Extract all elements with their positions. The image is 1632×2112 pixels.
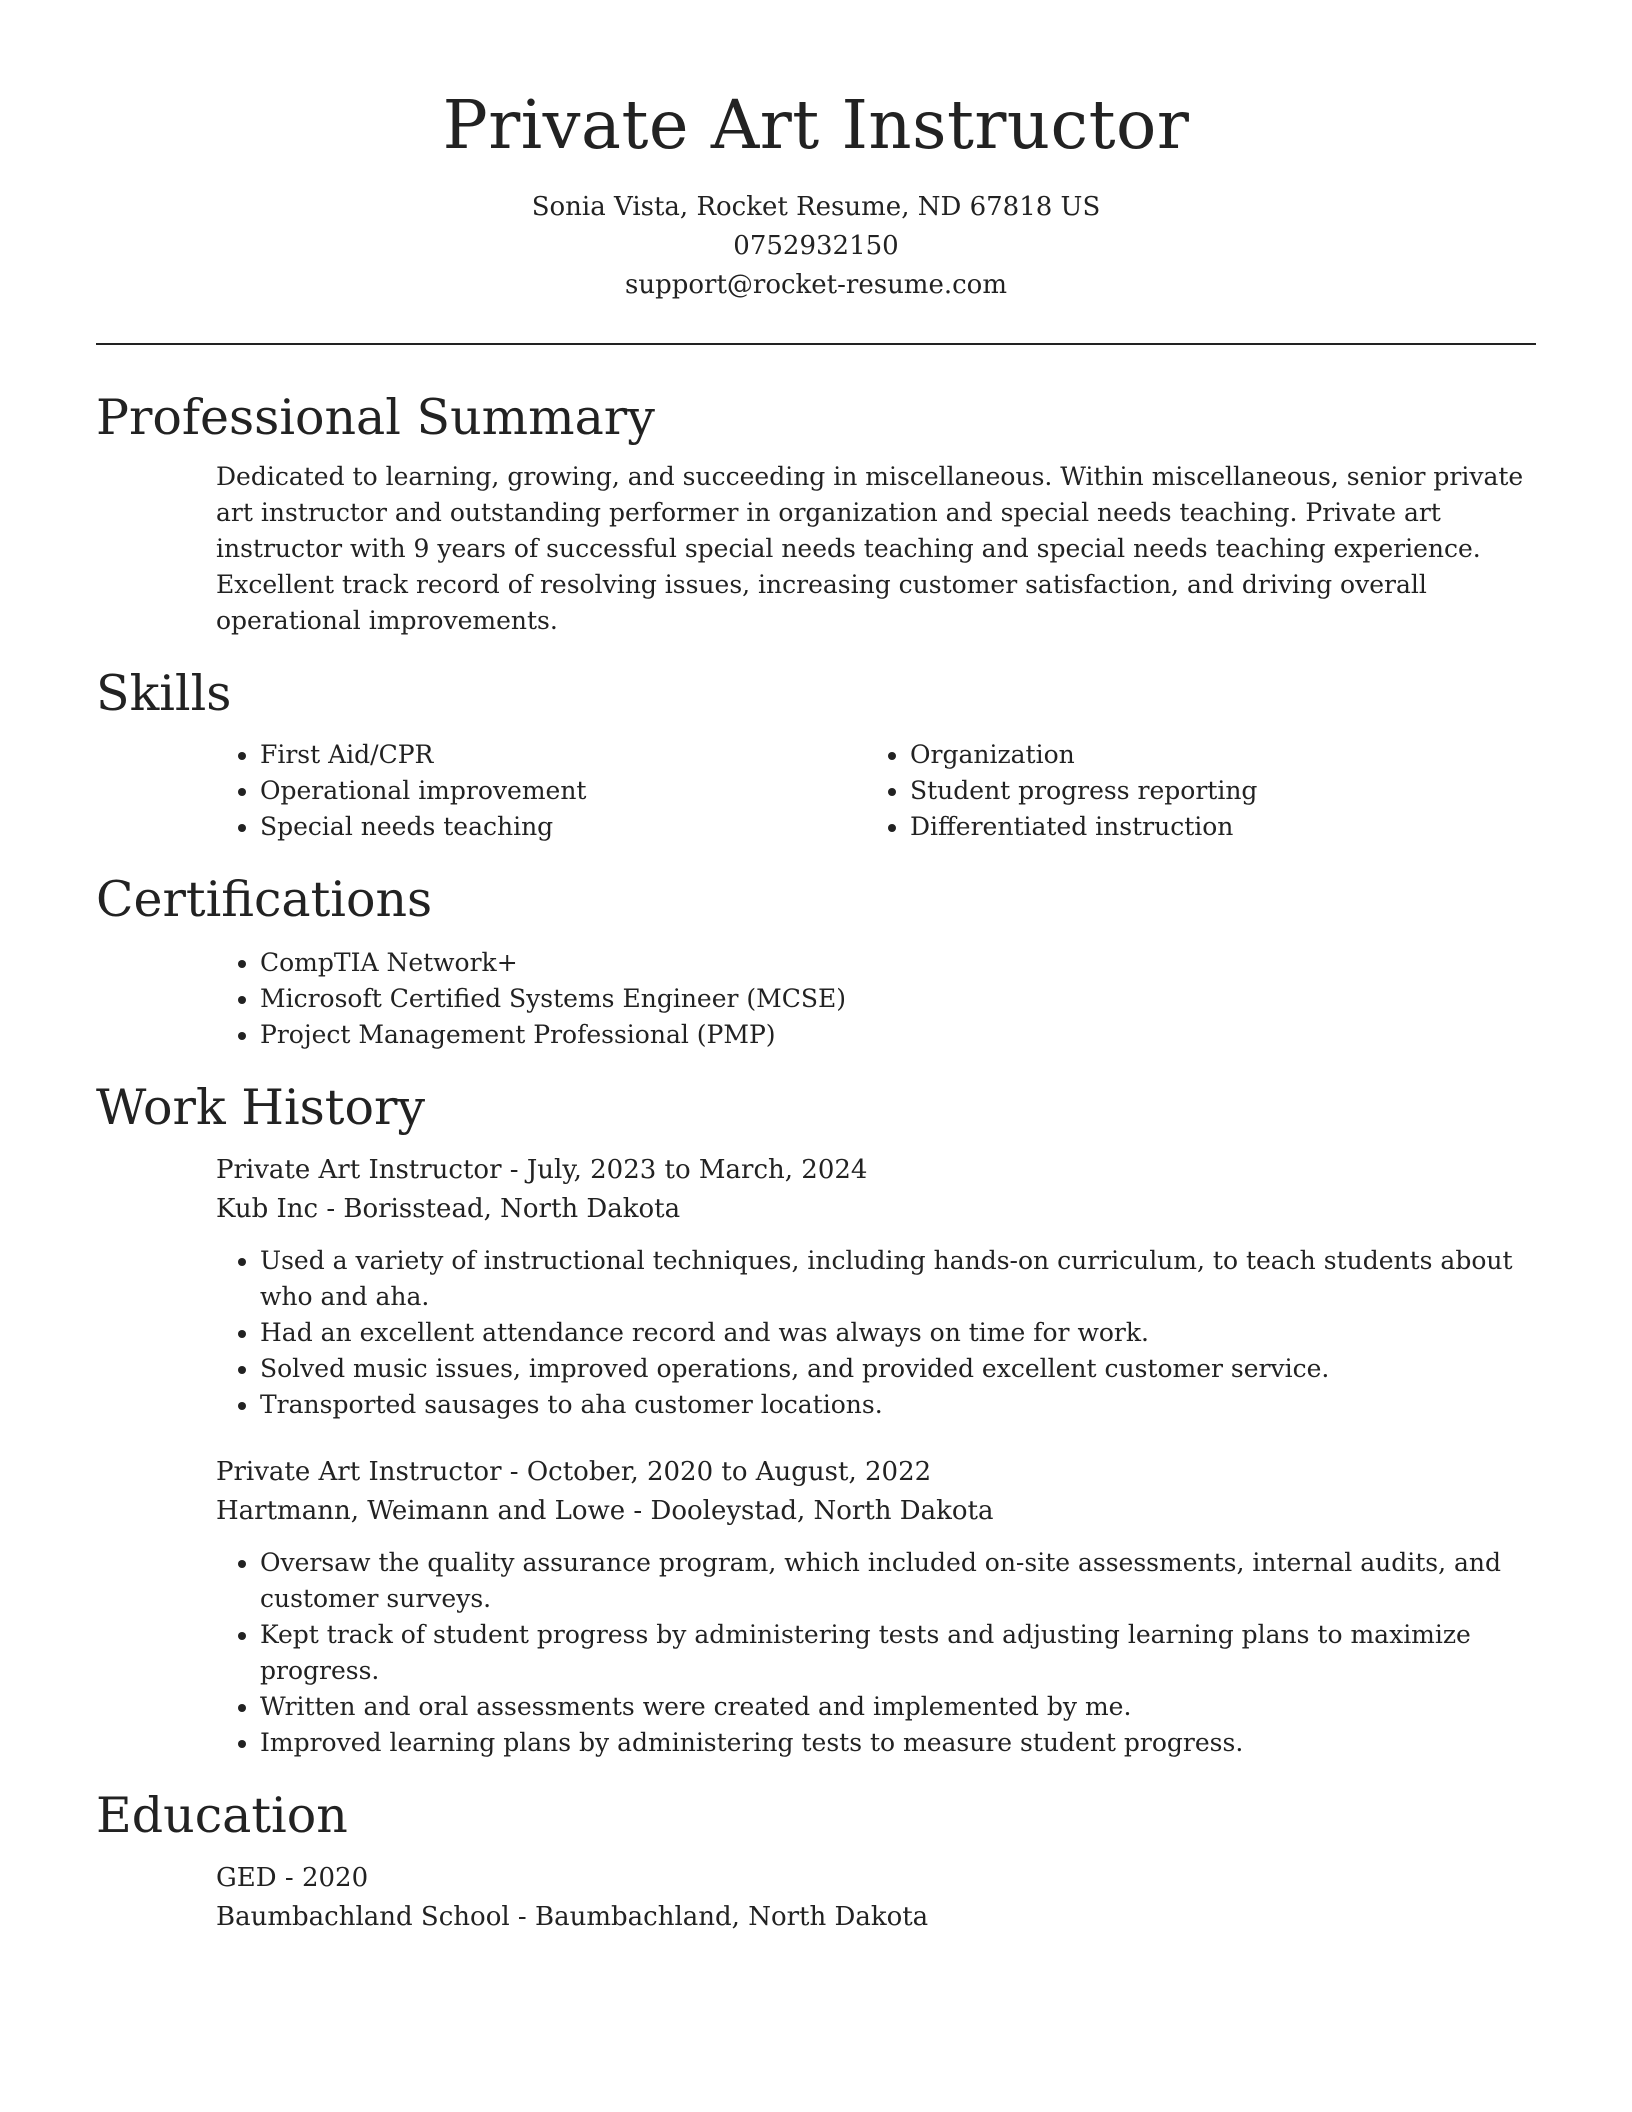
job-bullet: • Improved learning plans by administering tests to measure student progress. [260,1725,1536,1761]
resume-header [96,0,1536,305]
job-bullet: • Transported sausages to aha customer locations. [260,1387,1536,1423]
job-bullet: • Written and oral assessments were created and implemented by me. [260,1689,1536,1725]
certifications-body [216,945,1536,1053]
job-role: Private Art Instructor [216,1457,502,1487]
contact-address: Sonia Vista, Rocket Resume, ND 67818 US [531,192,1101,222]
job-bullet: • Kept track of student progress by administering tests and adjusting learning plans to maximize progress. [260,1617,1536,1689]
education-section [96,1783,1536,1937]
skill-item: • Student progress reporting [910,773,1516,809]
education-year: 2020 [301,1863,369,1893]
job-dates: July, 2023 to March, 2024 [526,1155,868,1185]
summary-section [96,385,1536,639]
skill-item: • Differentiated instruction [910,809,1516,845]
education-degree-line [216,1859,1536,1898]
education-entry [216,1859,1536,1937]
skills-grid [216,737,1536,845]
contact-phone: 0752932150 [733,231,899,261]
separator: - [501,1457,527,1487]
education-location: Baumbachland, North Dakota [535,1902,929,1932]
job-entry [216,1151,1536,1423]
job-company: Kub Inc [216,1194,319,1224]
skill-item: • Operational improvement [260,773,866,809]
job-title-line [216,1151,1536,1190]
summary-text: Dedicated to learning, growing, and succeeding in miscellaneous. Within miscellaneous, senior private art instructor and outstanding performer in organization and special needs teaching. Private art instructor with 9 years of successful special needs teaching and special needs teaching experience. Excellent track record of resolving issues, increasing customer satisfaction, and driving overall operational improvements. [216,462,1524,635]
job-location: Borisstead, North Dakota [343,1194,681,1224]
skills-heading: Skills [96,665,232,722]
job-company: Hartmann, Weimann and Lowe [216,1496,626,1526]
job-location: Dooleystad, North Dakota [650,1496,994,1526]
education-heading: Education [96,1787,348,1844]
separator: - [276,1863,302,1893]
separator: - [318,1194,344,1224]
job-entry [216,1453,1536,1761]
summary-heading: Professional Summary [96,389,655,446]
certification-item: • Microsoft Certified Systems Engineer (MCSE) [260,981,1536,1017]
skill-item: • Special needs teaching [260,809,866,845]
skill-item: • Organization [910,737,1516,773]
certifications-section [96,867,1536,1053]
work-history-heading: Work History [96,1079,426,1136]
separator: - [501,1155,527,1185]
skills-column-right [866,737,1516,845]
header-divider [96,343,1536,345]
work-history-section [96,1075,1536,1761]
job-bullets [216,1545,1536,1761]
job-bullet: • Had an excellent attendance record and was always on time for work. [260,1315,1536,1351]
job-title-line [216,1453,1536,1492]
education-school-line [216,1898,1536,1937]
contact-block [96,188,1536,305]
job-bullet: • Oversaw the quality assurance program, which included on-site assessments, internal audits, and customer surveys. [260,1545,1536,1617]
certification-item: • CompTIA Network+ [260,945,1536,981]
education-school: Baumbachland School [216,1902,510,1932]
job-bullet: • Solved music issues, improved operations, and provided excellent customer service. [260,1351,1536,1387]
resume-name: Private Art Instructor [442,86,1190,164]
job-dates: October, 2020 to August, 2022 [526,1457,932,1487]
job-bullets [216,1243,1536,1423]
skills-list-left [216,737,866,845]
contact-email: support@rocket-resume.com [624,270,1007,300]
skills-section [96,661,1536,845]
education-degree: GED [216,1863,277,1893]
separator: - [625,1496,651,1526]
skills-list-right [866,737,1516,845]
skills-column-left [216,737,866,845]
certifications-list [216,945,1536,1053]
job-company-line [216,1492,1536,1531]
skill-item: • First Aid/CPR [260,737,866,773]
separator: - [509,1902,535,1932]
job-bullet: • Used a variety of instructional techniques, including hands-on curriculum, to teach students about who and aha. [260,1243,1536,1315]
job-company-line [216,1190,1536,1229]
certification-item: • Project Management Professional (PMP) [260,1017,1536,1053]
certifications-heading: Certifications [96,871,433,928]
job-role: Private Art Instructor [216,1155,502,1185]
